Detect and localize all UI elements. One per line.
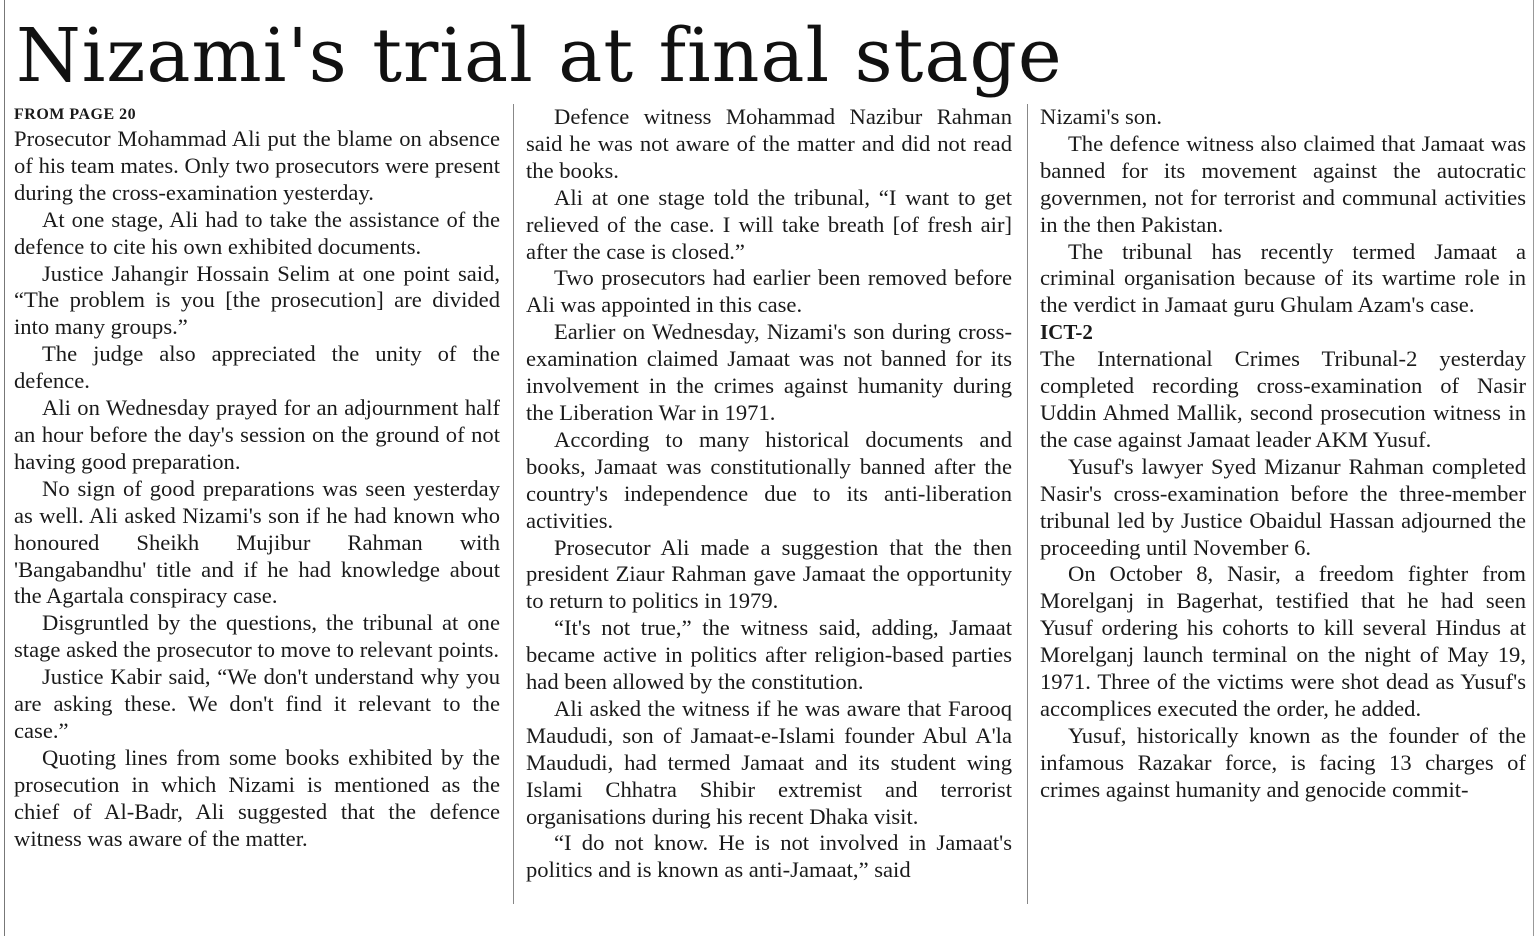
paragraph: Prosecutor Ali made a suggestion that the then president Ziaur Rahman gave Jamaat the opportunity to return to politics in 1979. <box>526 534 1012 614</box>
right-border-rule <box>1533 0 1534 936</box>
article-column-3 <box>1040 104 1526 932</box>
paragraph: The judge also appreciated the unity of the defence. <box>14 341 500 394</box>
paragraph: “It's not true,” the witness said, adding, Jamaat became active in politics after religion-based parties had been allowed by the constitution. <box>526 615 1012 695</box>
paragraph: Two prosecutors had earlier been removed before Ali was appointed in this case. <box>526 265 1012 318</box>
kicker: FROM PAGE 20 <box>14 106 137 123</box>
paragraph: Earlier on Wednesday, Nizami's son during cross-examination claimed Jamaat was not banned for its involvement in the crimes against humanity during the Liberation War in 1971. <box>526 319 1012 425</box>
column-divider <box>513 104 514 904</box>
paragraph: Defence witness Mohammad Nazibur Rahman said he was not aware of the matter and did not read the books. <box>526 104 1012 183</box>
paragraph: The International Crimes Tribunal-2 yesterday completed recording cross-examination of Nasir Uddin Ahmed Mallik, second prosecution witness in the case against Jamaat leader AKM Yusuf. <box>1040 346 1526 452</box>
paragraph: On October 8, Nasir, a freedom fighter from Morelganj in Bagerhat, testified that he had seen Yusuf ordering his cohorts to kill several Hindus at Morelganj launch terminal on the night of May 19, 1971. Three of the victims were shot dead as Yusuf's accomplices executed the order, he added. <box>1040 561 1526 721</box>
article-column-2 <box>526 104 1012 932</box>
paragraph: Justice Kabir said, “We don't understand why you are asking these. We don't find it relevant to the case.” <box>14 664 500 743</box>
paragraph: Ali at one stage told the tribunal, “I want to get relieved of the case. I will take breath [of fresh air] after the case is closed.” <box>526 184 1012 264</box>
paragraph: Justice Jahangir Hossain Selim at one point said, “The problem is you [the prosecution] are divided into many groups.” <box>14 260 500 340</box>
paragraph: Yusuf's lawyer Syed Mizanur Rahman completed Nasir's cross-examination before the three-member tribunal led by Justice Obaidul Hassan adjourned the proceeding until November 6. <box>1040 453 1526 560</box>
subheading: ICT-2 <box>1040 320 1093 345</box>
left-border-rule <box>4 0 5 936</box>
paragraph: Nizami's son. <box>1040 104 1163 129</box>
paragraph: Yusuf, historically known as the founder of the infamous Razakar force, is facing 13 charges of crimes against humanity and genocide commit- <box>1040 722 1526 802</box>
paragraph: Ali asked the witness if he was aware that Farooq Maududi, son of Jamaat-e-Islami founder Abul A'la Maududi, had termed Jamaat and its student wing Islami Chhatra Shibir extremist and terrorist organisations during his recent Dhaka visit. <box>526 695 1012 829</box>
paragraph: Prosecutor Mohammad Ali put the blame on absence of his team mates. Only two prosecutors were present during the cross-examination yesterday. <box>14 126 500 205</box>
column-divider <box>1027 104 1028 904</box>
headline: Nizami's trial at final stage <box>16 13 1063 99</box>
paragraph: At one stage, Ali had to take the assistance of the defence to cite his own exhibited documents. <box>14 206 500 259</box>
paragraph: According to many historical documents and books, Jamaat was constitutionally banned after the country's independence due to its anti-liberation activities. <box>526 426 1012 533</box>
paragraph: Quoting lines from some books exhibited by the prosecution in which Nizami is mentioned as the chief of Al-Badr, Ali suggested that the defence witness was aware of the matter. <box>14 744 500 851</box>
paragraph: The defence witness also claimed that Jamaat was banned for its movement against the autocratic governmen, not for terrorist and communal activities in the then Pakistan. <box>1040 130 1526 237</box>
paragraph: The tribunal has recently termed Jamaat a criminal organisation because of its wartime role in the verdict in Jamaat guru Ghulam Azam's case. <box>1040 238 1526 318</box>
paragraph: Disgruntled by the questions, the tribunal at one stage asked the prosecutor to move to relevant points. <box>14 610 500 663</box>
paragraph: Ali on Wednesday prayed for an adjournment half an hour before the day's session on the ground of not having good preparation. <box>14 395 500 474</box>
article-column-1 <box>14 104 500 932</box>
paragraph: No sign of good preparations was seen yesterday as well. Ali asked Nizami's son if he had known who honoured Sheikh Mujibur Rahman with 'Bangabandhu' title and if he had knowledge about the Agartala conspiracy case. <box>14 475 500 609</box>
paragraph: “I do not know. He is not involved in Jamaat's politics and is known as anti-Jamaat,” said <box>526 830 1012 883</box>
